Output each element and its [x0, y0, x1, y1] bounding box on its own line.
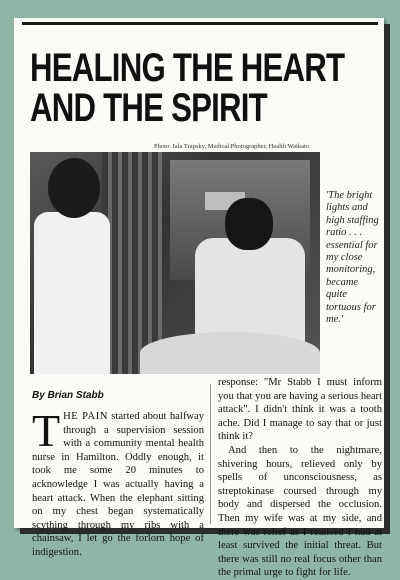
- headline-line-2: AND THE SPIRIT: [30, 86, 267, 130]
- paragraph: response: "Mr Stabb I must inform you that you are having a serious heart attack". I didn't think it was a tooth ache. Did I manage to say that or just think it?: [218, 377, 382, 443]
- drop-cap: T: [32, 405, 61, 456]
- body-column-1: [32, 405, 204, 560]
- hospital-bed: [140, 332, 320, 374]
- patient-head-obscured: [225, 198, 273, 250]
- column-1-text: started about halfway through a supervision session with a community mental health nurse in Hamilton. Oddly enough, it took me some 20 minutes to acknowledge I was actually having a heart attack. When the elephant sitting on my chest began systematically scything through my ribs with a chainsaw, I let go the forlorn hope of indigestion.: [32, 411, 204, 558]
- headline-line-1: HEALING THE HEART: [30, 46, 345, 90]
- lead-in: HE PAIN: [63, 411, 108, 422]
- nurse-figure: [34, 212, 110, 374]
- paragraph: And then to the nightmare, shivering hours, relieved only by spells of unconsciousness, as streptokinase coursed through my body and dispersed the occlusion. Then my wife was at my side, and there was relief as I realised I had at least survived the initial threat. But there was still no real focus other than the primal urge to fight for life.: [218, 444, 382, 579]
- pull-quote: 'The bright lights and high staffing ratio . . . essential for my close monitoring, became quite tortuous for me.': [326, 190, 379, 326]
- magazine-page: [14, 18, 384, 579]
- byline: By Brian Stabb: [32, 390, 104, 401]
- headline: [30, 46, 345, 130]
- nurse-head-obscured: [48, 158, 100, 218]
- article-photo: [30, 152, 320, 374]
- photo-credit: Photo: Iala Trapsky, Medical Photographer, Health Waikato: [154, 143, 310, 150]
- top-rule: [22, 22, 378, 25]
- curtain: [102, 152, 162, 374]
- column-divider: [210, 384, 211, 524]
- body-column-2: [218, 376, 382, 580]
